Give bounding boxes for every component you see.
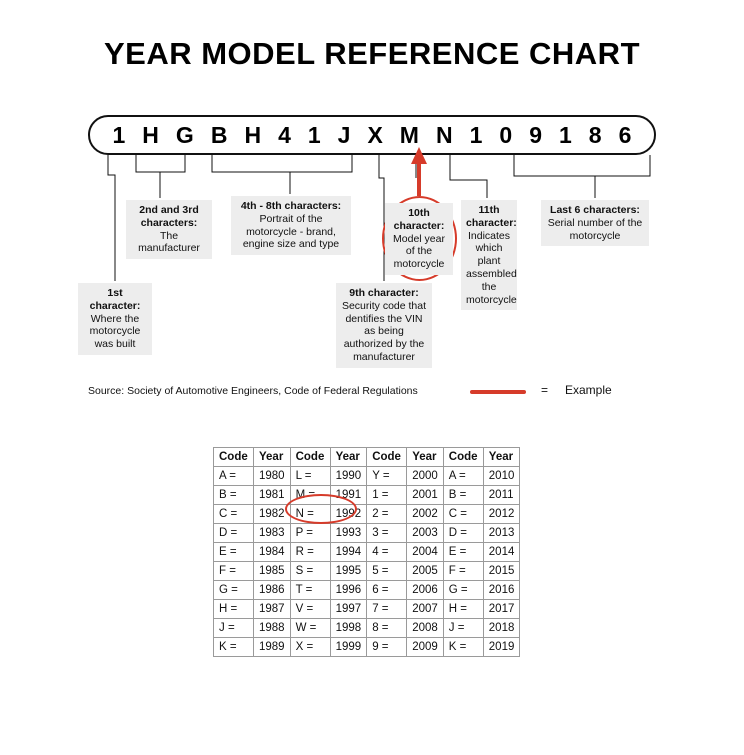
table-row <box>214 467 520 486</box>
table-cell: 1982 <box>254 505 291 524</box>
vin-number-capsule <box>88 115 656 155</box>
table-row <box>214 486 520 505</box>
table-cell: Y = <box>367 467 407 486</box>
table-cell: 2000 <box>407 467 444 486</box>
table-cell: 1991 <box>330 486 367 505</box>
table-cell: 2001 <box>407 486 444 505</box>
table-cell: 2011 <box>483 486 520 505</box>
table-cell: 2012 <box>483 505 520 524</box>
callout-4th-8th-characters <box>231 196 351 255</box>
table-cell: 2016 <box>483 581 520 600</box>
table-cell: 6 = <box>367 581 407 600</box>
table-header-cell: Code <box>443 448 483 467</box>
table-cell: K = <box>443 638 483 657</box>
table-cell: 1994 <box>330 543 367 562</box>
vin-char: 0 <box>499 121 513 148</box>
table-cell: W = <box>290 619 330 638</box>
table-row <box>214 543 520 562</box>
table-cell: 7 = <box>367 600 407 619</box>
table-cell: 1988 <box>254 619 291 638</box>
table-row <box>214 600 520 619</box>
table-header-cell: Year <box>407 448 444 467</box>
callout-11th-character <box>461 200 517 310</box>
table-cell: 1984 <box>254 543 291 562</box>
vin-char: G <box>175 121 194 148</box>
table-cell: D = <box>443 524 483 543</box>
table-cell: M = <box>290 486 330 505</box>
table-row <box>214 524 520 543</box>
year-code-table <box>213 447 520 657</box>
table-cell: 1985 <box>254 562 291 581</box>
callout-heading: 10th character: <box>393 207 445 232</box>
vin-char: 1 <box>112 121 126 148</box>
table-row <box>214 638 520 657</box>
vin-char: 1 <box>469 121 483 148</box>
callout-body: The manufacturer <box>138 229 200 255</box>
callout-body: Where the motorcycle was built <box>89 312 141 351</box>
vin-char: B <box>210 121 228 148</box>
table-cell: G = <box>443 581 483 600</box>
table-row <box>214 505 520 524</box>
table-cell: V = <box>290 600 330 619</box>
table-cell: T = <box>290 581 330 600</box>
table-cell: 1989 <box>254 638 291 657</box>
table-header-cell: Year <box>254 448 291 467</box>
table-cell: 8 = <box>367 619 407 638</box>
vin-char: X <box>367 121 383 148</box>
callout-body: Serial number of the motorcycle <box>547 216 643 242</box>
table-header-cell: Year <box>330 448 367 467</box>
table-cell: J = <box>214 619 254 638</box>
legend-equals-sign: = <box>541 383 549 397</box>
table-cell: C = <box>214 505 254 524</box>
legend-red-line-swatch <box>470 390 526 394</box>
callout-body: Security code that dentifies the VIN as being authorized by the manufacturer <box>341 299 427 363</box>
table-cell: 2009 <box>407 638 444 657</box>
vin-char: 4 <box>278 121 291 148</box>
table-cell: 1998 <box>330 619 367 638</box>
table-cell: E = <box>214 543 254 562</box>
vin-char: M <box>399 121 419 148</box>
callout-heading: 9th character: <box>349 287 419 299</box>
table-cell: G = <box>214 581 254 600</box>
vin-char: 1 <box>307 121 321 148</box>
vin-char: 8 <box>588 121 602 148</box>
table-cell: 1999 <box>330 638 367 657</box>
table-cell: 2019 <box>483 638 520 657</box>
table-header-cell: Code <box>367 448 407 467</box>
table-cell: 1981 <box>254 486 291 505</box>
table-cell: 1996 <box>330 581 367 600</box>
table-cell: L = <box>290 467 330 486</box>
table-cell: 2006 <box>407 581 444 600</box>
table-cell: J = <box>443 619 483 638</box>
callout-heading: 11th character: <box>466 204 517 229</box>
callout-last-6-characters <box>541 200 649 246</box>
table-cell: 2003 <box>407 524 444 543</box>
vin-char: H <box>142 121 159 148</box>
table-cell: 1995 <box>330 562 367 581</box>
table-cell: 2002 <box>407 505 444 524</box>
table-cell: K = <box>214 638 254 657</box>
table-cell: 4 = <box>367 543 407 562</box>
table-cell: 1983 <box>254 524 291 543</box>
table-cell: 1980 <box>254 467 291 486</box>
table-cell: F = <box>443 562 483 581</box>
table-cell: 2015 <box>483 562 520 581</box>
table-cell: 1997 <box>330 600 367 619</box>
vin-char: 6 <box>618 121 632 148</box>
table-cell: 1 = <box>367 486 407 505</box>
table-cell: 5 = <box>367 562 407 581</box>
vin-char: H <box>244 121 262 148</box>
table-cell: 1990 <box>330 467 367 486</box>
table-cell: P = <box>290 524 330 543</box>
table-cell: 2005 <box>407 562 444 581</box>
vin-char: J <box>337 121 351 148</box>
callout-heading: 4th - 8th characters: <box>240 200 342 212</box>
callout-10th-character <box>385 203 453 275</box>
callout-heading: Last 6 characters: <box>550 204 640 216</box>
table-cell: 1987 <box>254 600 291 619</box>
callout-9th-character <box>336 283 432 368</box>
table-cell: 3 = <box>367 524 407 543</box>
table-cell: 9 = <box>367 638 407 657</box>
table-cell: X = <box>290 638 330 657</box>
page-title: YEAR MODEL REFERENCE CHART <box>103 36 641 71</box>
table-cell: A = <box>443 467 483 486</box>
table-cell: 2014 <box>483 543 520 562</box>
callout-heading: 2nd and 3rd characters: <box>139 204 199 229</box>
table-cell: 2007 <box>407 600 444 619</box>
table-cell: 2 = <box>367 505 407 524</box>
table-cell: E = <box>443 543 483 562</box>
table-cell: F = <box>214 562 254 581</box>
table-cell: 2017 <box>483 600 520 619</box>
callout-body: Portrait of the motorcycle - brand, engine size and type <box>242 212 340 251</box>
table-cell: D = <box>214 524 254 543</box>
vin-char: 9 <box>529 121 542 148</box>
table-row <box>214 581 520 600</box>
table-cell: H = <box>214 600 254 619</box>
table-cell: 2013 <box>483 524 520 543</box>
table-row <box>214 619 520 638</box>
table-cell: 2008 <box>407 619 444 638</box>
callout-1st-character <box>78 283 152 355</box>
callout-2nd-3rd-characters <box>126 200 212 259</box>
table-header-cell: Code <box>290 448 330 467</box>
table-header-cell: Year <box>483 448 520 467</box>
source-note: Source: Society of Automotive Engineers, Code of Federal Regulations <box>88 385 418 397</box>
vin-char: 1 <box>558 121 572 148</box>
table-cell: S = <box>290 562 330 581</box>
table-cell: C = <box>443 505 483 524</box>
table-cell: A = <box>214 467 254 486</box>
callout-body: Indicates which plant assembled the motorcycle <box>466 229 517 306</box>
legend-label: Example <box>565 383 612 397</box>
callout-heading: 1st character: <box>89 287 141 312</box>
table-cell: B = <box>443 486 483 505</box>
table-row <box>214 562 520 581</box>
table-cell: 1986 <box>254 581 291 600</box>
table-cell: N = <box>290 505 330 524</box>
table-header-row <box>214 448 520 467</box>
vin-char: N <box>435 121 453 148</box>
table-cell: 1992 <box>330 505 367 524</box>
table-cell: 1993 <box>330 524 367 543</box>
table-cell: B = <box>214 486 254 505</box>
table-cell: 2004 <box>407 543 444 562</box>
table-cell: 2018 <box>483 619 520 638</box>
table-cell: R = <box>290 543 330 562</box>
table-cell: 2010 <box>483 467 520 486</box>
table-cell: H = <box>443 600 483 619</box>
table-header-cell: Code <box>214 448 254 467</box>
callout-body: Model year of the motorcycle <box>393 232 445 271</box>
